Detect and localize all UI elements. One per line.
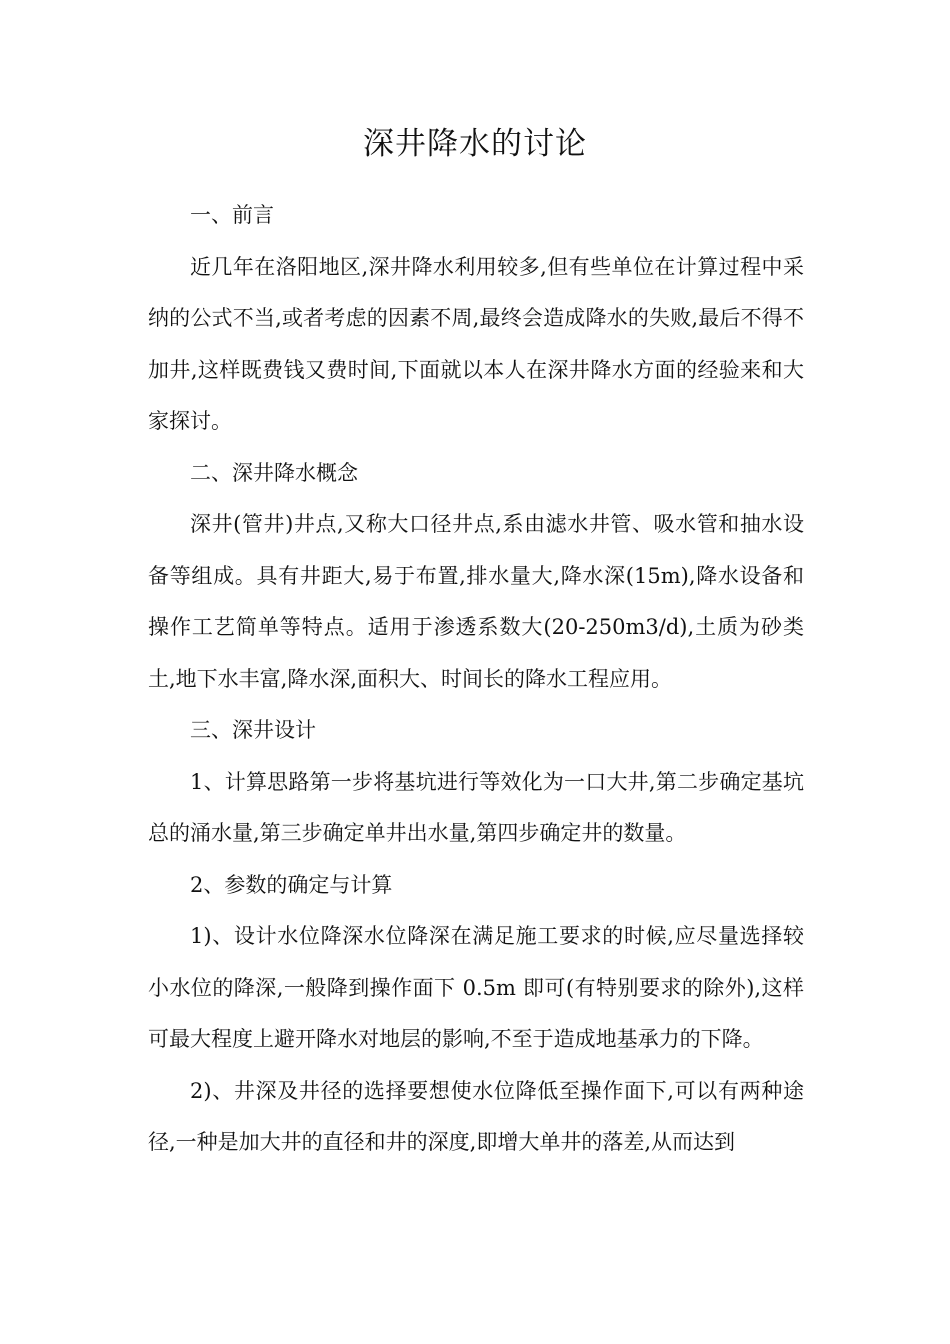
- paragraph-well-depth-diameter: 2)、井深及井径的选择要想使水位降低至操作面下,可以有两种途径,一种是加大井的直径和井的深度,即增大单井的落差,从而达到: [148, 1078, 804, 1154]
- document-body: [148, 190, 804, 1169]
- section-heading-concept: 二、深井降水概念: [190, 460, 358, 485]
- paragraph-preface: 近几年在洛阳地区,深井降水利用较多,但有些单位在计算过程中采纳的公式不当,或者考虑的因素不周,最终会造成降水的失败,最后不得不加井,这样既费钱又费时间,下面就以本人在深井降水方面的经验来和大家探讨。: [148, 254, 804, 433]
- paragraph-concept: 深井(管井)井点,又称大口径井点,系由滤水井管、吸水管和抽水设备等组成。具有井距大,易于布置,排水量大,降水深(15m),降水设备和操作工艺简单等特点。适用于渗透系数大(20-250m3/d),土质为砂类土,地下水丰富,降水深,面积大、时间长的降水工程应用。: [148, 512, 804, 691]
- paragraph-calculation-approach: 1、计算思路第一步将基坑进行等效化为一口大井,第二步确定基坑总的涌水量,第三步确定单井出水量,第四步确定井的数量。: [148, 769, 804, 845]
- paragraph-water-level-drawdown: 1)、设计水位降深水位降深在满足施工要求的时候,应尽量选择较小水位的降深,一般降到操作面下 0.5m 即可(有特别要求的除外),这样可最大程度上避开降水对地层的影响,不至于造成地基承力的下降。: [148, 924, 804, 1051]
- section-heading-preface: 一、前言: [190, 203, 274, 227]
- section-heading-design: 三、深井设计: [190, 718, 316, 742]
- subheading-parameters: 2、参数的确定与计算: [190, 872, 393, 897]
- document-title: 深井降水的讨论: [363, 126, 587, 162]
